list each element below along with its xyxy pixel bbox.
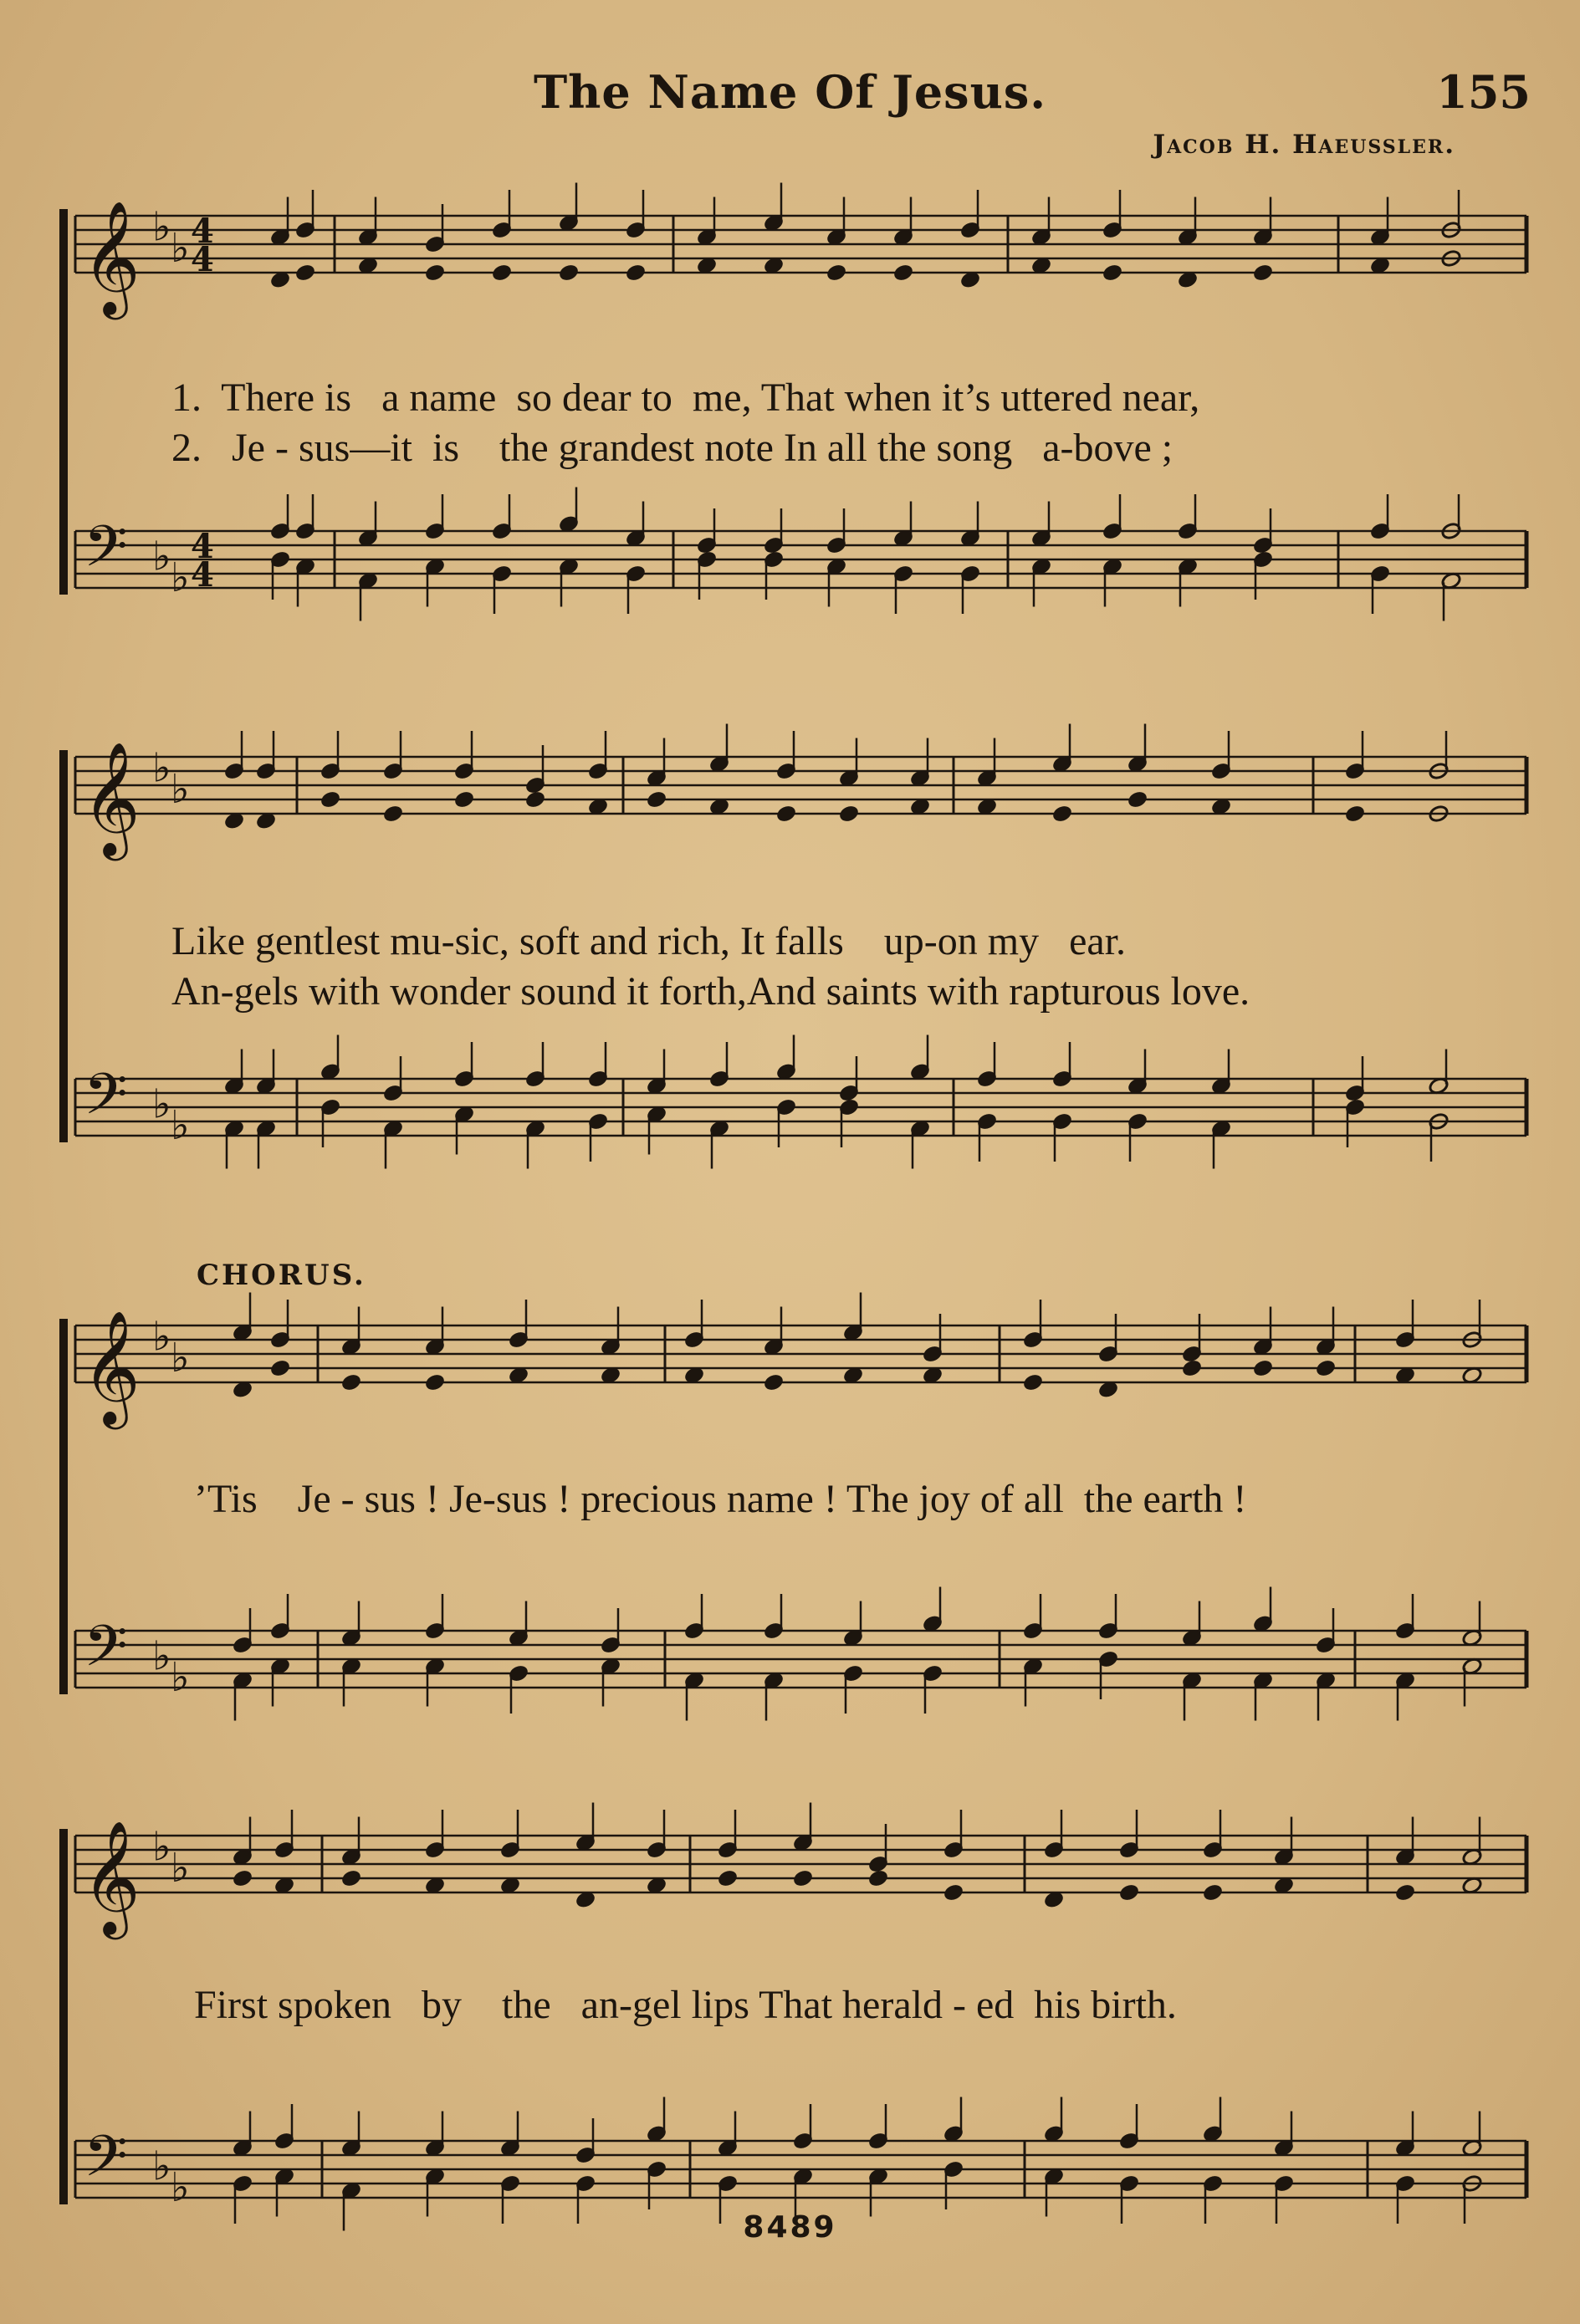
verse-1-line-2: Like gentlest mu-sic, soft and rich, It falls up-on my ear. bbox=[171, 919, 1127, 963]
note-head bbox=[838, 804, 859, 823]
flat-sign: ♭ bbox=[152, 1823, 171, 1871]
verse-2-line-2: An-gels with wonder sound it forth,And saints with rapturous love. bbox=[171, 969, 1250, 1014]
note-head bbox=[892, 263, 913, 282]
treble-clef: 𝄞 bbox=[82, 1309, 141, 1424]
note-head bbox=[1202, 1883, 1223, 1902]
note-head bbox=[382, 804, 403, 823]
note-head bbox=[340, 1373, 361, 1392]
flat-sign: ♭ bbox=[152, 1080, 171, 1128]
bass-clef: 𝄢 bbox=[84, 2124, 128, 2204]
note-head bbox=[1118, 1883, 1139, 1902]
flat-sign: ♭ bbox=[152, 744, 171, 792]
chorus-line-2: First spoken by the an-gel lips That herald - ed his birth. bbox=[194, 1983, 1177, 2027]
treble-clef: 𝄞 bbox=[82, 199, 141, 314]
note-head bbox=[320, 790, 340, 809]
note-head bbox=[294, 263, 315, 282]
bass-clef: 𝄢 bbox=[84, 514, 128, 594]
treble-clef: 𝄞 bbox=[82, 740, 141, 856]
note-head bbox=[1102, 263, 1122, 282]
note-head bbox=[491, 263, 512, 282]
hymn-title: The Name Of Jesus. bbox=[533, 65, 1047, 119]
note-head bbox=[232, 1869, 253, 1887]
note-head bbox=[1022, 1373, 1043, 1392]
flat-sign: ♭ bbox=[171, 554, 190, 601]
flat-sign: ♭ bbox=[152, 533, 171, 580]
page-number: 155 bbox=[1436, 65, 1531, 119]
verse-1-line-1: 1. There is a name so dear to me, That when it’s uttered near, bbox=[171, 375, 1200, 420]
flat-sign: ♭ bbox=[152, 1313, 171, 1361]
flat-sign: ♭ bbox=[152, 1632, 171, 1680]
note-head bbox=[424, 1373, 445, 1392]
note-head bbox=[763, 1373, 784, 1392]
time-signature-top: 4 bbox=[191, 527, 214, 566]
flat-sign: ♭ bbox=[171, 1844, 190, 1892]
flat-sign: ♭ bbox=[171, 1334, 190, 1382]
note-head bbox=[775, 804, 796, 823]
treble-clef: 𝄞 bbox=[82, 1819, 141, 1934]
flat-sign: ♭ bbox=[152, 203, 171, 251]
note-head bbox=[1315, 1359, 1336, 1377]
note-head bbox=[1344, 804, 1365, 823]
time-signature-bottom: 4 bbox=[191, 240, 214, 279]
flat-sign: ♭ bbox=[171, 1653, 190, 1701]
note-head bbox=[558, 263, 579, 282]
note-head bbox=[1051, 804, 1072, 823]
note-head bbox=[646, 790, 667, 809]
chorus-line-1: ’Tis Je - sus ! Je-sus ! precious name ! The joy of all the earth ! bbox=[194, 1477, 1247, 1521]
note-head bbox=[524, 790, 545, 809]
time-signature-bottom: 4 bbox=[191, 555, 214, 595]
flat-sign: ♭ bbox=[171, 1101, 190, 1149]
flat-sign: ♭ bbox=[171, 765, 190, 813]
plate-number: 8489 bbox=[743, 2210, 837, 2245]
verse-2-line-1: 2. Je - sus—it is the grandest note In all the song a-bove ; bbox=[171, 426, 1173, 470]
bass-clef: 𝄢 bbox=[84, 1614, 128, 1693]
note-head bbox=[1252, 1359, 1273, 1377]
flat-sign: ♭ bbox=[152, 2143, 171, 2190]
bass-clef: 𝄢 bbox=[84, 1062, 128, 1142]
note-head bbox=[717, 1869, 738, 1887]
composer-credit: Jacob H. Haeussler. bbox=[1153, 130, 1455, 160]
note-head bbox=[269, 1359, 290, 1377]
note-head bbox=[453, 790, 474, 809]
note-head bbox=[943, 1883, 964, 1902]
flat-sign: ♭ bbox=[171, 2163, 190, 2211]
note-head bbox=[826, 263, 846, 282]
chorus-label: CHORUS. bbox=[197, 1259, 366, 1292]
note-head bbox=[1394, 1883, 1415, 1902]
note-head bbox=[792, 1869, 813, 1887]
note-head bbox=[867, 1869, 888, 1887]
note-head bbox=[424, 263, 445, 282]
flat-sign: ♭ bbox=[171, 224, 190, 272]
note-head bbox=[1181, 1359, 1202, 1377]
note-head bbox=[340, 1869, 361, 1887]
time-signature-top: 4 bbox=[191, 212, 214, 251]
note-head bbox=[1252, 263, 1273, 282]
note-head bbox=[1127, 790, 1148, 809]
note-head bbox=[625, 263, 646, 282]
